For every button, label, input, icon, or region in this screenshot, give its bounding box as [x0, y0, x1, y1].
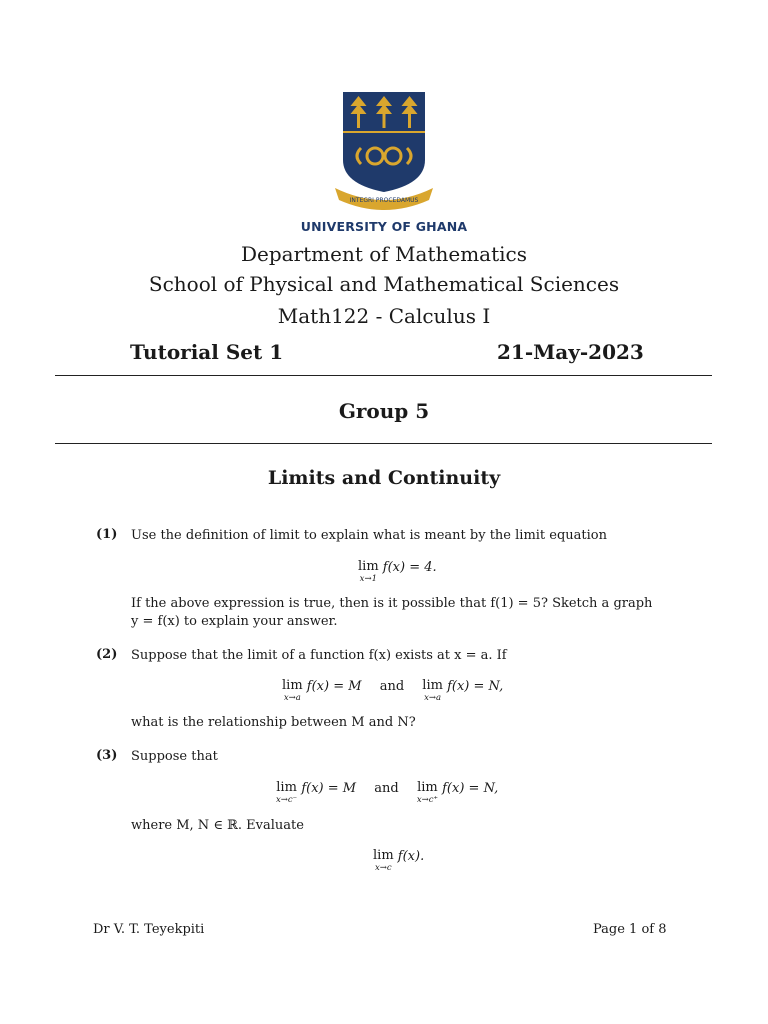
section-title: Limits and Continuity	[267, 467, 501, 489]
question-3-followup: where M, N ∈ ℝ. Evaluate	[131, 818, 304, 833]
school-title: School of Physical and Mathematical Sciences	[148, 272, 620, 296]
course-title: Math122 - Calculus I	[277, 304, 491, 328]
question-2-number: (2)	[96, 647, 118, 662]
question-3-intro: Suppose that	[131, 749, 218, 764]
tutorial-set-label: Tutorial Set 1	[130, 340, 284, 364]
date-label: 21-May-2023	[497, 340, 644, 364]
question-3-limits: lim x→c⁻ f(x) = M and lim x→c⁺ f(x) = N,	[276, 780, 499, 805]
question-1-followup-line1: If the above expression is true, then is it possible that f(1) = 5? Sketch a graph	[131, 596, 653, 611]
question-2-limits: lim x→a f(x) = M and lim x→a f(x) = N,	[282, 678, 504, 703]
group-label: Group 5	[338, 399, 430, 423]
question-2-intro: Suppose that the limit of a function f(x) exists at x = a. If	[131, 648, 507, 663]
divider-top	[55, 375, 712, 376]
department-title: Department of Mathematics	[240, 242, 527, 266]
university-crest-logo	[333, 88, 435, 212]
question-1-number: (1)	[96, 527, 118, 542]
question-3-final-limit: lim x→c f(x).	[373, 848, 425, 873]
divider-bottom	[55, 443, 712, 444]
footer-author: Dr V. T. Teyekpiti	[93, 922, 205, 937]
question-1-followup-line2: y = f(x) to explain your answer.	[131, 614, 338, 629]
question-2-followup: what is the relationship between M and N?	[131, 715, 416, 730]
question-1-intro: Use the definition of limit to explain what is meant by the limit equation	[131, 528, 607, 543]
question-3-number: (3)	[96, 748, 118, 763]
university-name: UNIVERSITY OF GHANA	[300, 219, 468, 234]
svg-text:INTEGRI PROCEDAMUS: INTEGRI PROCEDAMUS	[349, 197, 419, 204]
question-1-limit: lim x→1 f(x) = 4.	[358, 559, 437, 584]
footer-page-number: Page 1 of 8	[593, 922, 667, 937]
